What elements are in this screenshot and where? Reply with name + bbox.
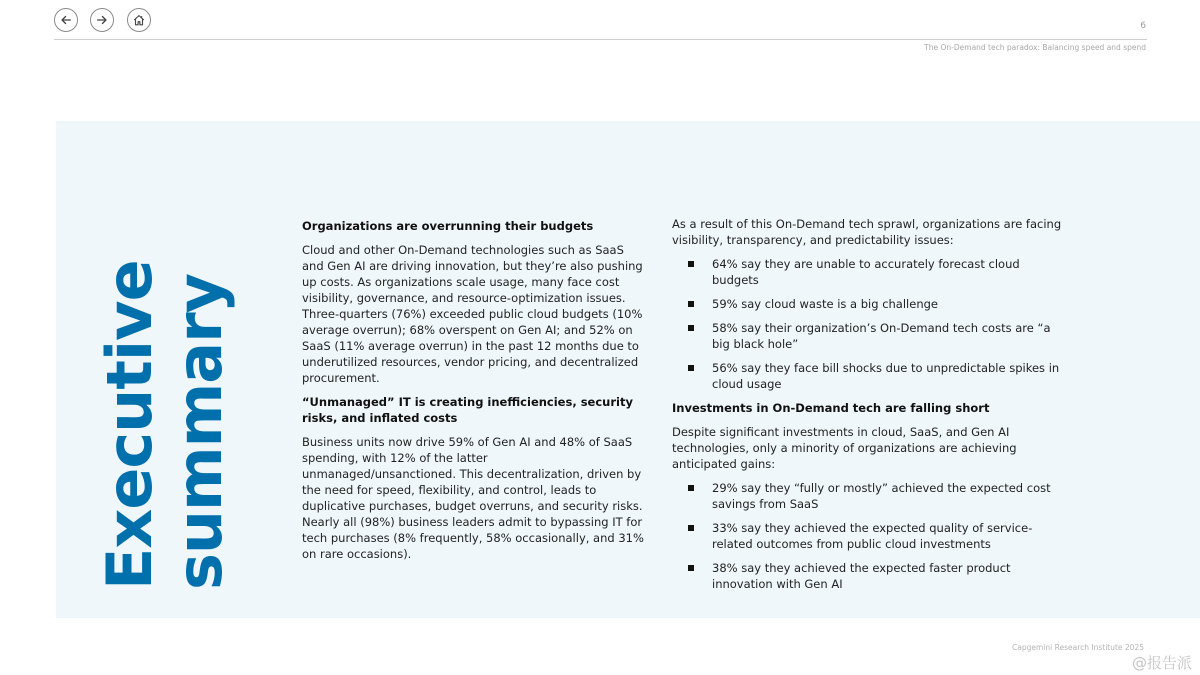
list-item: 29% say they “fully or mostly” achieved the expected cost savings from SaaS bbox=[672, 480, 1062, 512]
running-title: The On-Demand tech paradox: Balancing speed and spend bbox=[924, 43, 1146, 52]
title-line-1: Executive bbox=[93, 260, 166, 590]
bullet-icon bbox=[688, 261, 694, 267]
section-heading: “Unmanaged” IT is creating inefficiencies, security risks, and inflated costs bbox=[302, 395, 633, 425]
issues-list bbox=[672, 256, 1062, 392]
list-item: 38% say they achieved the expected faster product innovation with Gen AI bbox=[672, 560, 1062, 592]
bullet-icon bbox=[688, 485, 694, 491]
home-icon bbox=[132, 13, 146, 27]
section-body: Cloud and other On-Demand technologies such as SaaS and Gen AI are driving innovation, but they’re also pushing up costs. As organizations scale usage, many face cost visibility, governance, and resource-optimization issues. Three-quarters (76%) exceeded public cloud budgets (10% average overrun); 68% overspent on Gen AI; and 52% on SaaS (11% average overrun) in the past 12 months due to underutilized resources, vendor pricing, and decentralized procurement. bbox=[302, 243, 643, 385]
intro-paragraph: As a result of this On-Demand tech sprawl, organizations are facing visibility, transparency, and predictability issues: bbox=[672, 217, 1062, 247]
list-item: 33% say they achieved the expected quality of service-related outcomes from public cloud investments bbox=[672, 520, 1062, 552]
section-body: Business units now drive 59% of Gen AI and 48% of SaaS spending, with 12% of the latter unmanaged/unsanctioned. This decentralization, driven by the need for speed, flexibility, and control, leads to duplicative purchases, budget overruns, and security risks. Nearly all (98%) business leaders admit to bypassing IT for tech purchases (8% frequently, 58% occasionally, and 31% on rare occasions). bbox=[302, 435, 644, 561]
bullet-icon bbox=[688, 365, 694, 371]
arrow-right-icon bbox=[95, 13, 109, 27]
section-heading: Investments in On-Demand tech are falling short bbox=[672, 401, 990, 415]
page-title bbox=[95, 260, 235, 590]
title-line-2: summary bbox=[163, 273, 236, 590]
footer-credit: Capgemini Research Institute 2025 bbox=[1012, 643, 1144, 652]
watermark: @报告派 bbox=[1131, 654, 1192, 672]
right-column bbox=[672, 216, 1062, 600]
intro-paragraph: Despite significant investments in cloud, SaaS, and Gen AI technologies, only a minority of organizations are achieving anticipated gains: bbox=[672, 425, 1017, 471]
back-button[interactable] bbox=[54, 8, 78, 32]
header-divider bbox=[54, 39, 1147, 40]
list-item: 58% say their organization’s On-Demand tech costs are “a big black hole” bbox=[672, 320, 1062, 352]
list-item: 56% say they face bill shocks due to unpredictable spikes in cloud usage bbox=[672, 360, 1062, 392]
bullet-icon bbox=[688, 525, 694, 531]
gains-list bbox=[672, 480, 1062, 592]
bullet-icon bbox=[688, 325, 694, 331]
section-heading: Organizations are overrunning their budgets bbox=[302, 219, 594, 233]
page-number: 6 bbox=[1140, 21, 1146, 31]
left-column bbox=[302, 216, 644, 570]
list-item: 59% say cloud waste is a big challenge bbox=[672, 296, 1062, 312]
bullet-icon bbox=[688, 301, 694, 307]
arrow-left-icon bbox=[59, 13, 73, 27]
home-button[interactable] bbox=[127, 8, 151, 32]
forward-button[interactable] bbox=[90, 8, 114, 32]
bullet-icon bbox=[688, 565, 694, 571]
list-item: 64% say they are unable to accurately forecast cloud budgets bbox=[672, 256, 1062, 288]
